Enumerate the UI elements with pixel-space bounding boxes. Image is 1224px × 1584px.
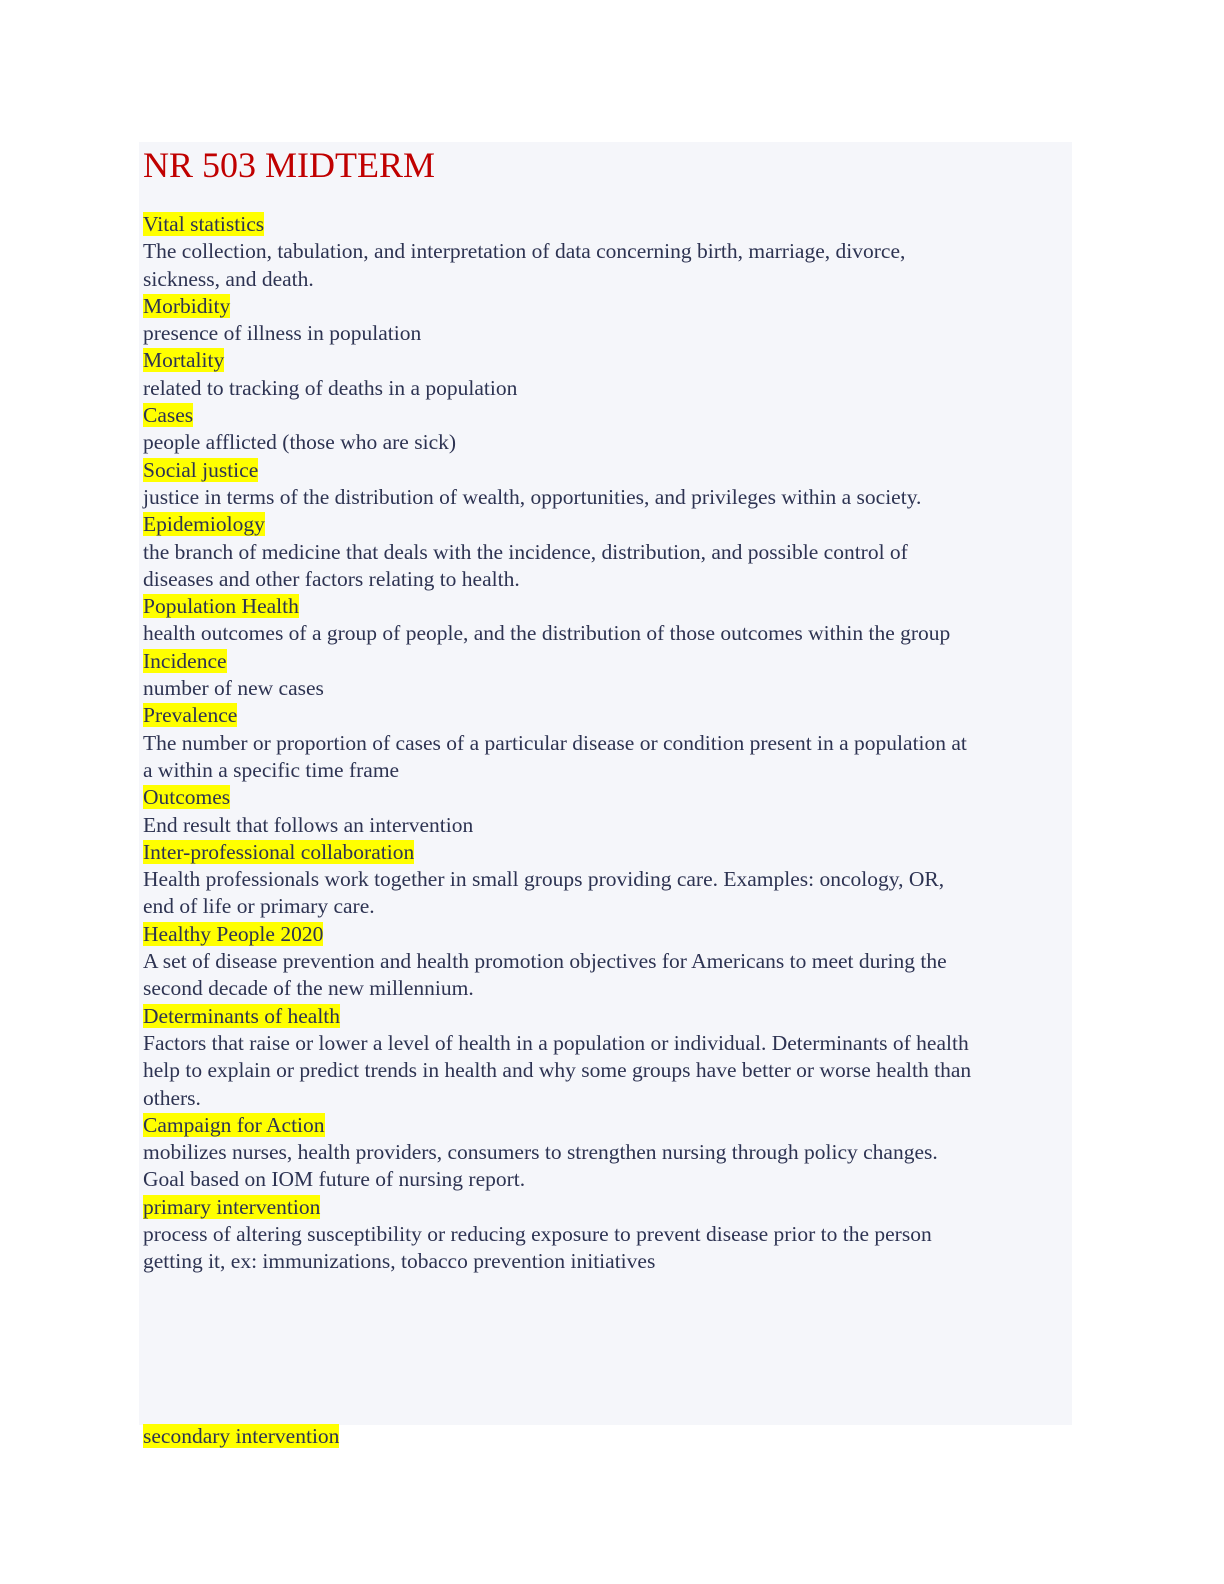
highlighted-term: Cases [143, 403, 194, 428]
highlighted-term: Determinants of health [143, 1003, 341, 1028]
glossary-term [143, 293, 1068, 320]
glossary-term [143, 1112, 1068, 1139]
glossary-term [143, 1423, 1068, 1450]
glossary-term [143, 648, 1068, 675]
definition-line: A set of disease prevention and health promotion objectives for Americans to meet during the [143, 949, 947, 974]
definition-line: getting it, ex: immunizations, tobacco prevention initiatives [143, 1249, 656, 1274]
definition-line: help to explain or predict trends in health and why some groups have better or worse health than [143, 1058, 972, 1083]
highlighted-term: Population Health [143, 594, 299, 619]
definition-line: a within a specific time frame [143, 757, 400, 782]
definition-line: Goal based on IOM future of nursing report. [143, 1167, 526, 1192]
definition-line: Factors that raise or lower a level of health in a population or individual. Determinants of health [143, 1030, 969, 1055]
definition-line: process of altering susceptibility or reducing exposure to prevent disease prior to the person [143, 1221, 932, 1246]
highlighted-term: secondary intervention [143, 1423, 340, 1448]
highlighted-term: Prevalence [143, 703, 238, 728]
glossary-term [143, 1003, 1068, 1030]
definition-line: number of new cases [143, 676, 324, 701]
highlighted-term: Vital statistics [143, 212, 265, 236]
document-title: NR 503 MIDTERM [143, 145, 436, 185]
definition-line: Health professionals work together in small groups providing care. Examples: oncology, OR, [143, 867, 945, 892]
page-gap [143, 1276, 1068, 1423]
glossary-term [143, 593, 1068, 620]
glossary-term [143, 702, 1068, 729]
definition-line: The number or proportion of cases of a particular disease or condition present in a population at [143, 730, 967, 755]
glossary-term [143, 1194, 1068, 1221]
glossary-term [143, 402, 1068, 429]
definition-line: justice in terms of the distribution of wealth, opportunities, and privileges within a society. [143, 484, 922, 509]
definition-line: others. [143, 1085, 201, 1110]
glossary-term [143, 347, 1068, 374]
definition-line: health outcomes of a group of people, and the distribution of those outcomes within the group [143, 621, 951, 646]
definition-line: End result that follows an intervention [143, 812, 474, 837]
glossary-term [143, 921, 1068, 948]
glossary-term [143, 784, 1068, 811]
glossary-content [143, 211, 1068, 1450]
definition-line: diseases and other factors relating to health. [143, 566, 520, 591]
definition-line: mobilizes nurses, health providers, consumers to strengthen nursing through policy changes. [143, 1140, 938, 1165]
highlighted-term: Morbidity [143, 293, 231, 318]
definition-line: related to tracking of deaths in a population [143, 375, 518, 400]
highlighted-term: Inter-professional collaboration [143, 839, 415, 864]
highlighted-term: Social justice [143, 457, 259, 482]
highlighted-term: Epidemiology [143, 512, 265, 537]
definition-line: second decade of the new millennium. [143, 976, 474, 1001]
glossary-term [143, 511, 1068, 538]
glossary-term [143, 211, 1068, 238]
highlighted-term: Outcomes [143, 785, 231, 810]
glossary-term [143, 457, 1068, 484]
glossary-term [143, 839, 1068, 866]
definition-line: end of life or primary care. [143, 894, 375, 919]
highlighted-term: primary intervention [143, 1194, 321, 1219]
highlighted-term: Campaign for Action [143, 1112, 325, 1137]
definition-line: sickness, and death. [143, 266, 314, 291]
definition-line: The collection, tabulation, and interpretation of data concerning birth, marriage, divorce, [143, 239, 906, 264]
highlighted-term: Mortality [143, 348, 225, 373]
definition-line: presence of illness in population [143, 321, 422, 346]
definition-line: the branch of medicine that deals with the incidence, distribution, and possible control of [143, 539, 908, 564]
highlighted-term: Healthy People 2020 [143, 921, 324, 946]
highlighted-term: Incidence [143, 648, 227, 673]
definition-line: people afflicted (those who are sick) [143, 430, 457, 455]
